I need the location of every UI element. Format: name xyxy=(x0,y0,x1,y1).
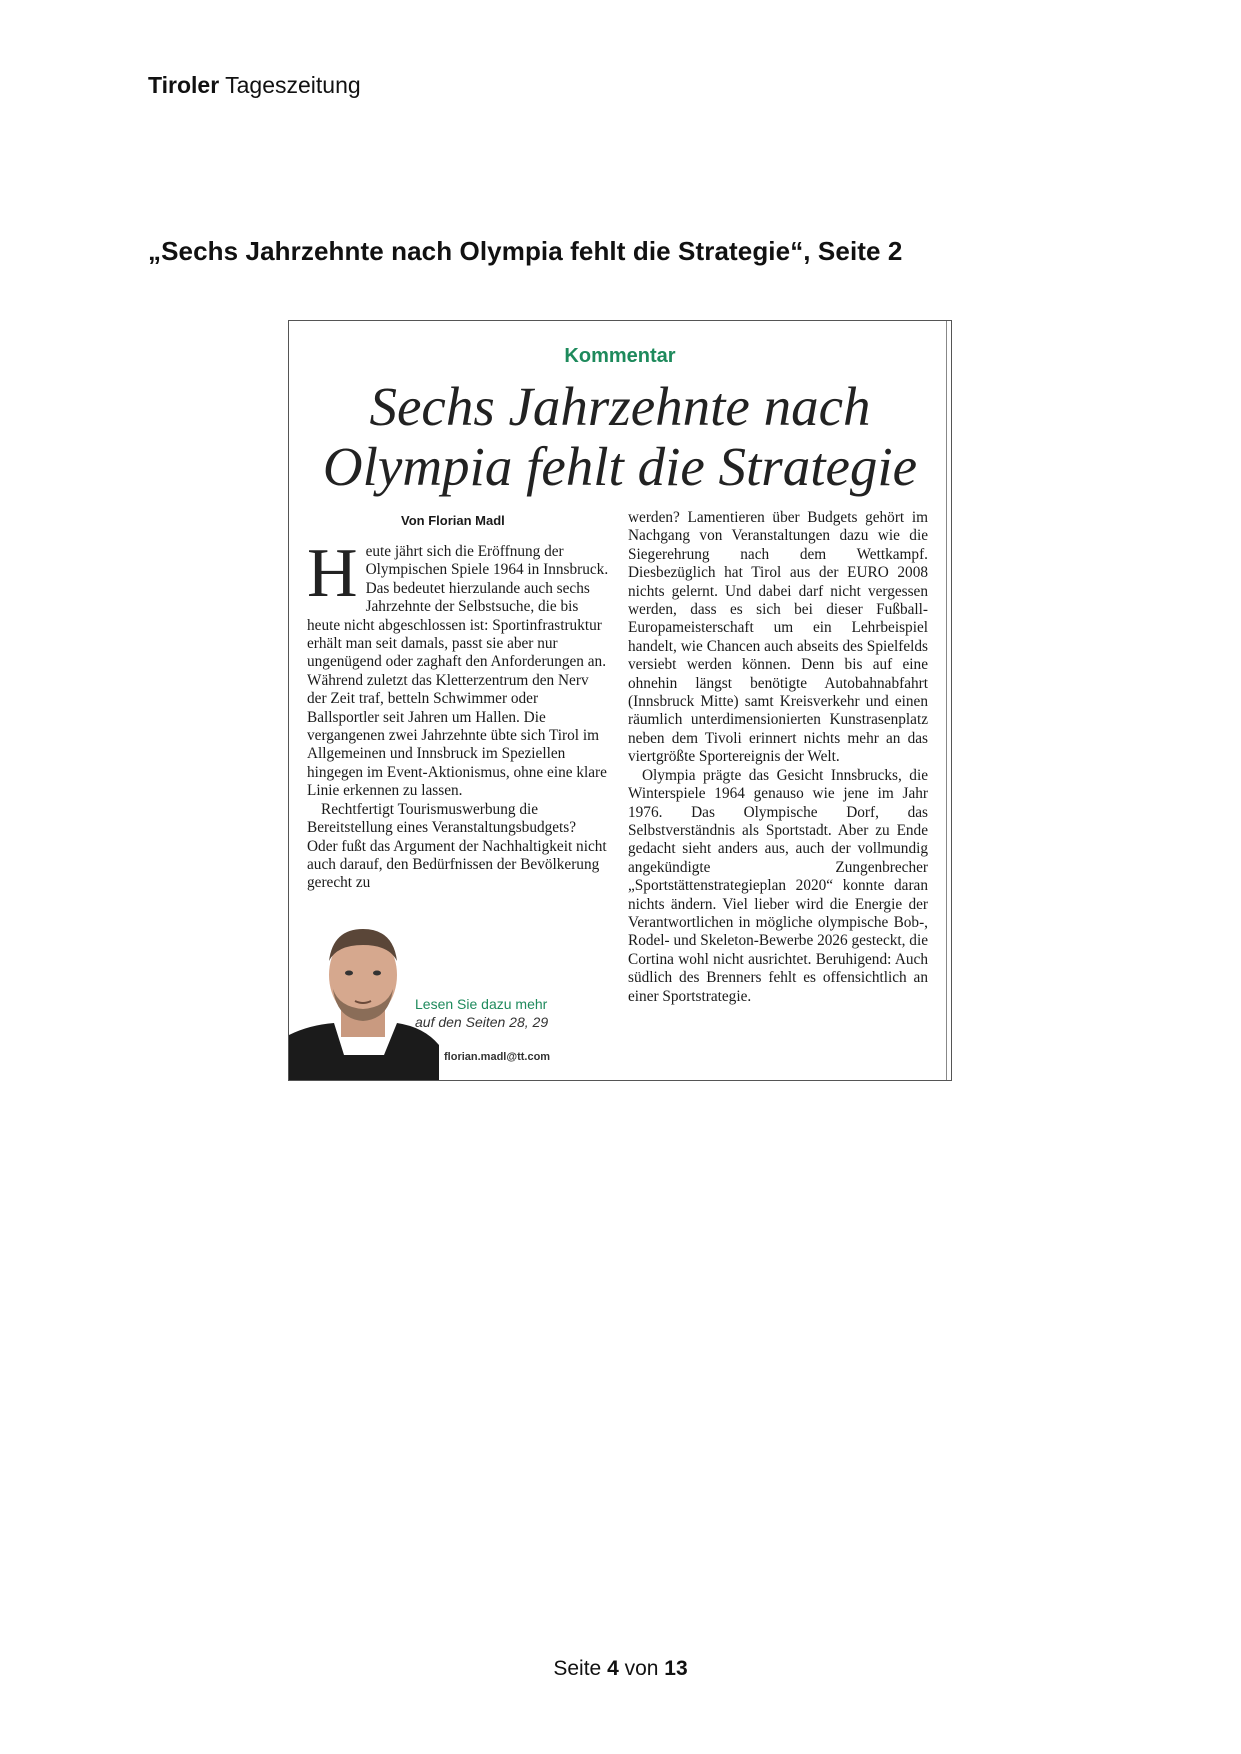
paragraph-3: werden? Lamentieren über Budgets gehört im Nachgang von Veranstaltungen dazu wie die Siegerehrung nach dem Wettkampf. Diesbezüglich hat Tirol aus der EURO 2008 nichts gelernt. Und dabei darf nicht vergessen werden, dass es sich bei dieser Fußball-Europameisterschaft um ein Lehrbeispiel handelt, wie Chancen auch abseits des Spielfelds versiebt werden können. Denn bis auf eine ohnehin längst benötigte Autobahnabfahrt (Innsbruck Mitte) samt Kreisverkehr und einen räumlich unterdimensionierten Kunstrasenplatz neben dem Tivoli erinnert nichts mehr an das viertgrößte Sportereignis der Welt. xyxy=(628,509,928,766)
page-number xyxy=(0,1657,1241,1681)
article-clipping xyxy=(288,320,952,1081)
page-middle: von xyxy=(624,1657,659,1680)
headline-line-1: Sechs Jahrzehnte nach xyxy=(369,376,871,437)
newspaper-brand xyxy=(148,72,361,99)
article-column-right xyxy=(628,509,928,1006)
page-current: 4 xyxy=(607,1657,619,1680)
page-total: 13 xyxy=(664,1657,688,1680)
dropcap: H xyxy=(307,543,358,612)
page-prefix: Seite xyxy=(553,1657,602,1680)
read-more-line-2: auf den Seiten 28, 29 xyxy=(415,1014,549,1030)
author-email: florian.madl@tt.com xyxy=(444,1051,551,1063)
headline-line-2: Olympia fehlt die Strategie xyxy=(322,436,918,497)
article-kicker: Kommentar xyxy=(564,345,676,367)
brand-regular: Tageszeitung xyxy=(225,72,361,98)
paragraph-1 xyxy=(307,543,609,801)
read-more-line-1: Lesen Sie dazu mehr xyxy=(415,996,548,1012)
paragraph-2-text: Rechtfertigt Tourismuswerbung die Bereitstellung eines Veranstaltungsbudgets? Oder fußt das Argument der Nachhaltigkeit nicht auch darauf, den Bedürfnissen der Bevölkerung gerecht zu xyxy=(307,800,607,892)
paragraph-2 xyxy=(307,801,609,893)
byline: Von Florian Madl xyxy=(401,513,505,528)
paragraph-4: Olympia prägte das Gesicht Innsbrucks, die Winterspiele 1964 genauso wie jene im Jahr 1976. Das Olympische Dorf, das Selbstverständnis als Sportstadt. Aber zu Ende gedacht sieht anders aus, auch der vollmundig angekündigte Zungenbrecher „Sportstättenstrategieplan 2020“ konnte daran nichts ändern. Viel lieber wird die Energie der Verantwortlichen in mögliche olympische Bob-, Rodel- und Skeleton-Bewerbe 2026 gesteckt, die Cortina wohl nicht ausrichtet. Beruhigend: Auch südlich des Brenners fehlt es offensichtlich an einer Sportstrategie. xyxy=(628,766,928,1005)
article-headline xyxy=(289,377,951,497)
paragraph-1-text: eute jährt sich die Eröffnung der Olympischen Spiele 1964 in Innsbruck. Das bedeutet hierzulande auch sechs Jahrzehnte der Selbstsuche, die bis heute nicht abgeschlossen ist: Sportinfrastruktur erhält man seit damals, passt sie aber nur ungenügend oder zaghaft den Anforderungen an. Während zuletzt das Kletterzentrum den Nerv der Zeit traf, betteln Schwimmer oder Ballsportler seit Jahren um Hallen. Die vergangenen zwei Jahrzehnte übte sich Tirol im Allgemeinen und Innsbruck im Speziellen hingegen im Event-Aktionismus, ohne eine klare Linie erkennen zu lassen. xyxy=(307,543,609,800)
read-more-note xyxy=(415,995,548,1031)
document-title: „Sechs Jahrzehnte nach Olympia fehlt die Strategie“, Seite 2 xyxy=(148,236,903,266)
article-column-left xyxy=(307,513,609,903)
brand-bold: Tiroler xyxy=(148,72,220,98)
